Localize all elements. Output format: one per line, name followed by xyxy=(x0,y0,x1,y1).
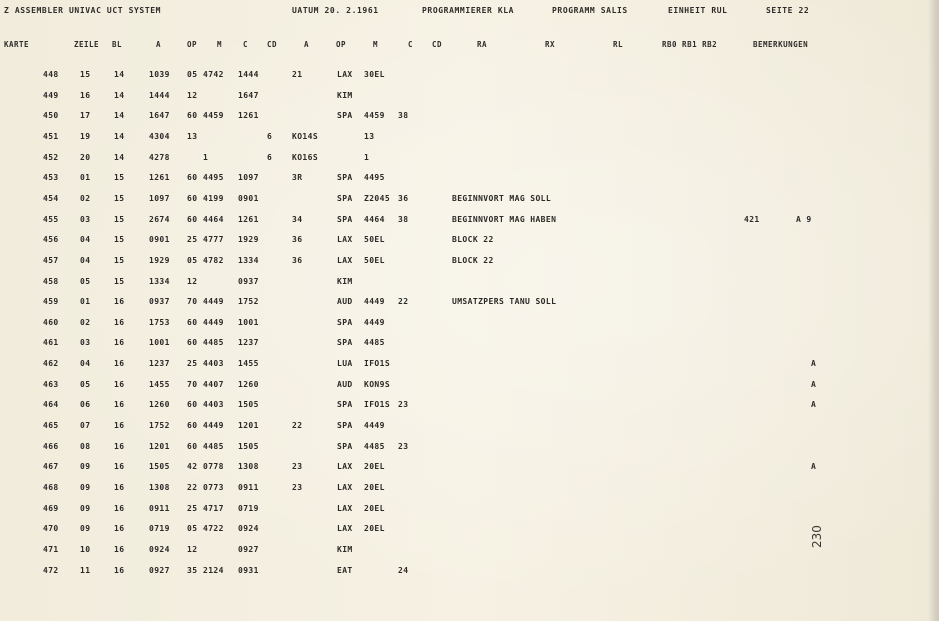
cell-zeile: 02 xyxy=(80,318,91,327)
cell-m: 4485 xyxy=(203,442,224,451)
cell-m2: KON9S xyxy=(364,380,391,389)
cell-karte: 462 xyxy=(43,359,59,368)
cell-bl: 16 xyxy=(114,504,125,513)
table-row xyxy=(0,277,930,291)
cell-bl: 15 xyxy=(114,173,125,182)
cell-op: 42 xyxy=(187,462,198,471)
col-karte: KARTE xyxy=(4,40,30,49)
table-row xyxy=(0,91,930,105)
col-op: OP xyxy=(187,40,198,49)
cell-zeile: 10 xyxy=(80,545,91,554)
table-row xyxy=(0,70,930,84)
cell-a: 1505 xyxy=(149,462,170,471)
cell-m2: Z2045 xyxy=(364,194,391,203)
table-row xyxy=(0,359,930,373)
cell-a2: 23 xyxy=(292,462,303,471)
cell-c2: 38 xyxy=(398,215,409,224)
cell-m2: 1 xyxy=(364,153,370,162)
cell-c2: 36 xyxy=(398,194,409,203)
cell-bl: 15 xyxy=(114,194,125,203)
cell-m2: 50EL xyxy=(364,256,385,265)
table-row xyxy=(0,256,930,270)
cell-op2: KIM xyxy=(337,91,353,100)
col-ra: RA xyxy=(477,40,488,49)
cell-op2: LAX xyxy=(337,256,353,265)
cell-bl: 16 xyxy=(114,483,125,492)
cell-a2: 36 xyxy=(292,235,303,244)
table-row xyxy=(0,400,930,414)
col-c: C xyxy=(243,40,249,49)
cell-c2: 23 xyxy=(398,400,409,409)
cell-c: 1201 xyxy=(238,421,259,430)
cell-c: 0911 xyxy=(238,483,259,492)
cell-op: 05 xyxy=(187,524,198,533)
cell-karte: 468 xyxy=(43,483,59,492)
cell-m2: 20EL xyxy=(364,462,385,471)
cell-op: 25 xyxy=(187,359,198,368)
cell-op2: LAX xyxy=(337,462,353,471)
cell-op: 60 xyxy=(187,400,198,409)
cell-bl: 16 xyxy=(114,400,125,409)
cell-zeile: 20 xyxy=(80,153,91,162)
col-rx: RX xyxy=(545,40,556,49)
cell-a2: KO16S xyxy=(292,153,319,162)
cell-m2: 30EL xyxy=(364,70,385,79)
cell-zeile: 19 xyxy=(80,132,91,141)
cell-c: 0719 xyxy=(238,504,259,513)
cell-bl: 16 xyxy=(114,462,125,471)
cell-m: 4449 xyxy=(203,297,224,306)
cell-m: 4407 xyxy=(203,380,224,389)
header-date: UATUM 20. 2.1961 xyxy=(292,6,379,15)
cell-m2: 4485 xyxy=(364,442,385,451)
cell-op: 60 xyxy=(187,111,198,120)
cell-zeile: 07 xyxy=(80,421,91,430)
cell-a: 1334 xyxy=(149,277,170,286)
cell-m: 4449 xyxy=(203,421,224,430)
cell-m: 4403 xyxy=(203,359,224,368)
cell-m2: 4449 xyxy=(364,318,385,327)
cell-bl: 16 xyxy=(114,421,125,430)
header-title: Z ASSEMBLER UNIVAC UCT SYSTEM xyxy=(4,6,162,15)
cell-op2: LAX xyxy=(337,235,353,244)
cell-zeile: 17 xyxy=(80,111,91,120)
cell-zeile: 01 xyxy=(80,173,91,182)
cell-bl: 16 xyxy=(114,338,125,347)
cell-op: 25 xyxy=(187,235,198,244)
cell-m2: 20EL xyxy=(364,524,385,533)
cell-bl: 16 xyxy=(114,524,125,533)
cell-op: 12 xyxy=(187,545,198,554)
cell-bl: 15 xyxy=(114,235,125,244)
cell-m: 4722 xyxy=(203,524,224,533)
cell-a: 0901 xyxy=(149,235,170,244)
cell-c: 0937 xyxy=(238,277,259,286)
cell-rb: A 9 xyxy=(796,215,812,224)
cell-c: 1001 xyxy=(238,318,259,327)
cell-karte: 471 xyxy=(43,545,59,554)
cell-c: 1505 xyxy=(238,442,259,451)
cell-karte: 472 xyxy=(43,566,59,575)
cell-a: 1261 xyxy=(149,173,170,182)
cell-a: 1455 xyxy=(149,380,170,389)
table-row xyxy=(0,194,930,208)
cell-karte: 463 xyxy=(43,380,59,389)
table-row xyxy=(0,442,930,456)
cell-bl: 16 xyxy=(114,442,125,451)
table-row xyxy=(0,545,930,559)
cell-a: 1752 xyxy=(149,421,170,430)
cell-op2: SPA xyxy=(337,421,353,430)
table-row xyxy=(0,173,930,187)
cell-op: 12 xyxy=(187,277,198,286)
cell-m2: 4449 xyxy=(364,421,385,430)
col-cd2: CD xyxy=(432,40,443,49)
col-zeile: ZEILE xyxy=(74,40,100,49)
cell-a2: 23 xyxy=(292,483,303,492)
cell-c: 1334 xyxy=(238,256,259,265)
cell-m2: 4464 xyxy=(364,215,385,224)
cell-m: 4782 xyxy=(203,256,224,265)
cell-karte: 461 xyxy=(43,338,59,347)
cell-bem: A xyxy=(811,462,817,471)
cell-op2: SPA xyxy=(337,318,353,327)
cell-a: 1260 xyxy=(149,400,170,409)
cell-karte: 456 xyxy=(43,235,59,244)
cell-c: 0901 xyxy=(238,194,259,203)
cell-c: 1505 xyxy=(238,400,259,409)
table-row xyxy=(0,235,930,249)
page-number: 230 xyxy=(810,525,824,548)
cell-zeile: 03 xyxy=(80,338,91,347)
cell-m2: 13 xyxy=(364,132,375,141)
cell-zeile: 04 xyxy=(80,359,91,368)
cell-bl: 14 xyxy=(114,70,125,79)
table-row xyxy=(0,215,930,229)
cell-karte: 457 xyxy=(43,256,59,265)
cell-c: 0931 xyxy=(238,566,259,575)
cell-bl: 16 xyxy=(114,359,125,368)
cell-m2: IFO1S xyxy=(364,400,391,409)
col-cd: CD xyxy=(267,40,278,49)
cell-m: 2124 xyxy=(203,566,224,575)
table-row xyxy=(0,132,930,146)
cell-zeile: 04 xyxy=(80,235,91,244)
cell-bl: 16 xyxy=(114,318,125,327)
cell-karte: 470 xyxy=(43,524,59,533)
cell-op: 60 xyxy=(187,421,198,430)
cell-c: 1929 xyxy=(238,235,259,244)
cell-zeile: 05 xyxy=(80,277,91,286)
cell-op: 60 xyxy=(187,194,198,203)
cell-bem: A xyxy=(811,380,817,389)
cell-op2: AUD xyxy=(337,380,353,389)
cell-karte: 451 xyxy=(43,132,59,141)
cell-op2: SPA xyxy=(337,442,353,451)
cell-a: 1308 xyxy=(149,483,170,492)
cell-remark: BEGINNVORT MAG HABEN xyxy=(452,215,557,224)
cell-karte: 450 xyxy=(43,111,59,120)
cell-c: 1752 xyxy=(238,297,259,306)
cell-op2: AUD xyxy=(337,297,353,306)
cell-remark: BLOCK 22 xyxy=(452,256,494,265)
cell-op: 25 xyxy=(187,504,198,513)
cell-a: 0719 xyxy=(149,524,170,533)
cell-op2: KIM xyxy=(337,277,353,286)
cell-a: 1097 xyxy=(149,194,170,203)
cell-m: 0773 xyxy=(203,483,224,492)
cell-bl: 14 xyxy=(114,91,125,100)
cell-a2: 34 xyxy=(292,215,303,224)
cell-op2: LAX xyxy=(337,483,353,492)
header-unit: EINHEIT RUL xyxy=(668,6,728,15)
cell-c: 1444 xyxy=(238,70,259,79)
cell-op2: LUA xyxy=(337,359,353,368)
cell-op: 35 xyxy=(187,566,198,575)
cell-bl: 15 xyxy=(114,277,125,286)
cell-a: 1237 xyxy=(149,359,170,368)
cell-a: 1929 xyxy=(149,256,170,265)
cell-op: 05 xyxy=(187,256,198,265)
col-m: M xyxy=(217,40,223,49)
cell-op: 60 xyxy=(187,338,198,347)
cell-c: 1455 xyxy=(238,359,259,368)
table-row xyxy=(0,338,930,352)
cell-op2: SPA xyxy=(337,111,353,120)
cell-op: 60 xyxy=(187,318,198,327)
cell-c: 1647 xyxy=(238,91,259,100)
cell-m: 4403 xyxy=(203,400,224,409)
table-row xyxy=(0,421,930,435)
cell-m: 4717 xyxy=(203,504,224,513)
table-row xyxy=(0,318,930,332)
cell-m2: 4449 xyxy=(364,297,385,306)
table-row xyxy=(0,462,930,476)
header-program: PROGRAMM SALIS xyxy=(552,6,628,15)
cell-bl: 14 xyxy=(114,132,125,141)
cell-ra: 421 xyxy=(744,215,760,224)
cell-op2: SPA xyxy=(337,173,353,182)
cell-m: 4777 xyxy=(203,235,224,244)
cell-a2: 22 xyxy=(292,421,303,430)
cell-m2: 4495 xyxy=(364,173,385,182)
cell-karte: 458 xyxy=(43,277,59,286)
cell-op2: SPA xyxy=(337,338,353,347)
cell-op2: EAT xyxy=(337,566,353,575)
cell-m2: 4459 xyxy=(364,111,385,120)
cell-op: 13 xyxy=(187,132,198,141)
cell-m: 0778 xyxy=(203,462,224,471)
col-a: A xyxy=(156,40,162,49)
cell-c: 0924 xyxy=(238,524,259,533)
cell-op: 70 xyxy=(187,380,198,389)
cell-op2: SPA xyxy=(337,215,353,224)
cell-a2: KO14S xyxy=(292,132,319,141)
cell-bl: 16 xyxy=(114,380,125,389)
cell-c: 1097 xyxy=(238,173,259,182)
cell-op: 60 xyxy=(187,442,198,451)
cell-m2: 20EL xyxy=(364,504,385,513)
cell-m: 4742 xyxy=(203,70,224,79)
table-row xyxy=(0,153,930,167)
cell-cd: 6 xyxy=(267,132,273,141)
cell-op2: SPA xyxy=(337,400,353,409)
cell-bl: 15 xyxy=(114,256,125,265)
cell-zeile: 01 xyxy=(80,297,91,306)
cell-a: 2674 xyxy=(149,215,170,224)
cell-a: 4278 xyxy=(149,153,170,162)
cell-a: 4304 xyxy=(149,132,170,141)
cell-op2: LAX xyxy=(337,524,353,533)
cell-bem: A xyxy=(811,359,817,368)
cell-a: 1753 xyxy=(149,318,170,327)
col-m2: M xyxy=(373,40,379,49)
cell-zeile: 04 xyxy=(80,256,91,265)
cell-karte: 460 xyxy=(43,318,59,327)
cell-m2: 20EL xyxy=(364,483,385,492)
cell-a2: 21 xyxy=(292,70,303,79)
cell-m: 4485 xyxy=(203,338,224,347)
cell-op2: KIM xyxy=(337,545,353,554)
cell-op: 12 xyxy=(187,91,198,100)
cell-a2: 3R xyxy=(292,173,303,182)
cell-zeile: 09 xyxy=(80,504,91,513)
cell-c: 1261 xyxy=(238,215,259,224)
cell-c2: 24 xyxy=(398,566,409,575)
cell-karte: 459 xyxy=(43,297,59,306)
cell-bl: 14 xyxy=(114,111,125,120)
col-bl: BL xyxy=(112,40,123,49)
cell-c: 1237 xyxy=(238,338,259,347)
cell-zeile: 11 xyxy=(80,566,91,575)
cell-a: 0924 xyxy=(149,545,170,554)
cell-c: 1260 xyxy=(238,380,259,389)
cell-op: 60 xyxy=(187,173,198,182)
cell-c2: 38 xyxy=(398,111,409,120)
cell-zeile: 03 xyxy=(80,215,91,224)
cell-bem: A xyxy=(811,400,817,409)
cell-op2: LAX xyxy=(337,70,353,79)
cell-zeile: 05 xyxy=(80,380,91,389)
cell-m: 4459 xyxy=(203,111,224,120)
col-bemerkungen: BEMERKUNGEN xyxy=(753,40,809,49)
cell-remark: UMSATZPERS TANU SOLL xyxy=(452,297,557,306)
cell-a: 0927 xyxy=(149,566,170,575)
cell-bl: 16 xyxy=(114,297,125,306)
table-row xyxy=(0,483,930,497)
cell-a: 1001 xyxy=(149,338,170,347)
cell-zeile: 16 xyxy=(80,91,91,100)
col-rb: RB0 RB1 RB2 xyxy=(662,40,718,49)
cell-karte: 449 xyxy=(43,91,59,100)
cell-m2: 4485 xyxy=(364,338,385,347)
table-row xyxy=(0,504,930,518)
cell-remark: BLOCK 22 xyxy=(452,235,494,244)
header-page: SEITE 22 xyxy=(766,6,810,15)
cell-karte: 465 xyxy=(43,421,59,430)
cell-m: 4464 xyxy=(203,215,224,224)
cell-karte: 467 xyxy=(43,462,59,471)
cell-zeile: 15 xyxy=(80,70,91,79)
cell-a: 1444 xyxy=(149,91,170,100)
cell-zeile: 09 xyxy=(80,524,91,533)
cell-a: 0937 xyxy=(149,297,170,306)
cell-cd: 6 xyxy=(267,153,273,162)
cell-c: 1308 xyxy=(238,462,259,471)
cell-a: 1647 xyxy=(149,111,170,120)
cell-karte: 454 xyxy=(43,194,59,203)
cell-m2: 50EL xyxy=(364,235,385,244)
col-a2: A xyxy=(304,40,310,49)
cell-bl: 14 xyxy=(114,153,125,162)
cell-zeile: 09 xyxy=(80,483,91,492)
table-row xyxy=(0,111,930,125)
cell-op2: LAX xyxy=(337,504,353,513)
cell-bl: 15 xyxy=(114,215,125,224)
cell-bl: 16 xyxy=(114,545,125,554)
cell-m: 4449 xyxy=(203,318,224,327)
cell-op: 22 xyxy=(187,483,198,492)
cell-zeile: 02 xyxy=(80,194,91,203)
cell-op2: SPA xyxy=(337,194,353,203)
col-op2: OP xyxy=(336,40,347,49)
cell-a: 1039 xyxy=(149,70,170,79)
table-row xyxy=(0,297,930,311)
table-row xyxy=(0,566,930,580)
cell-m: 4495 xyxy=(203,173,224,182)
cell-c: 1261 xyxy=(238,111,259,120)
cell-zeile: 09 xyxy=(80,462,91,471)
table-row xyxy=(0,524,930,538)
cell-op: 70 xyxy=(187,297,198,306)
cell-c2: 23 xyxy=(398,442,409,451)
cell-op: 60 xyxy=(187,215,198,224)
cell-a2: 36 xyxy=(292,256,303,265)
cell-m2: IFO1S xyxy=(364,359,391,368)
cell-karte: 466 xyxy=(43,442,59,451)
cell-op: 05 xyxy=(187,70,198,79)
cell-c2: 22 xyxy=(398,297,409,306)
cell-m: 4199 xyxy=(203,194,224,203)
cell-zeile: 08 xyxy=(80,442,91,451)
cell-m: 1 xyxy=(203,153,209,162)
table-row xyxy=(0,380,930,394)
cell-bl: 16 xyxy=(114,566,125,575)
cell-karte: 453 xyxy=(43,173,59,182)
cell-karte: 452 xyxy=(43,153,59,162)
cell-a: 0911 xyxy=(149,504,170,513)
cell-karte: 464 xyxy=(43,400,59,409)
cell-karte: 469 xyxy=(43,504,59,513)
cell-zeile: 06 xyxy=(80,400,91,409)
cell-c: 0927 xyxy=(238,545,259,554)
cell-karte: 448 xyxy=(43,70,59,79)
cell-a: 1201 xyxy=(149,442,170,451)
cell-remark: BEGINNVORT MAG SOLL xyxy=(452,194,552,203)
col-c2: C xyxy=(408,40,414,49)
header-programmer: PROGRAMMIERER KLA xyxy=(422,6,515,15)
col-rl: RL xyxy=(613,40,624,49)
cell-karte: 455 xyxy=(43,215,59,224)
